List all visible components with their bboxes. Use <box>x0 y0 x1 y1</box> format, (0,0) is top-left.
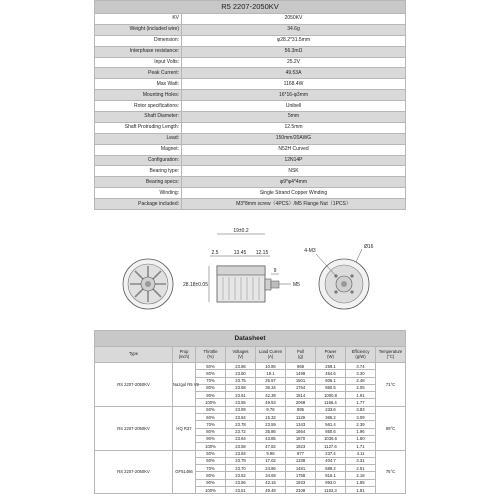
datasheet-cell: 60% <box>196 414 226 421</box>
spec-key: Lead: <box>95 133 182 144</box>
datasheet-cell: 3.74 <box>346 363 376 370</box>
datasheet-cell: 24.86 <box>256 465 286 472</box>
spec-row <box>95 101 406 112</box>
datasheet-cell: 23.51 <box>226 487 256 494</box>
datasheet-cell: 9.78 <box>256 406 286 413</box>
datasheet-cell: 2.18 <box>346 472 376 479</box>
spec-key: Shaft Protruding Length: <box>95 122 182 133</box>
datasheet-header-line: Prop <box>179 348 189 354</box>
spec-row <box>95 133 406 144</box>
dim-2-5: 2.5 <box>211 250 219 256</box>
spec-value: 5mm <box>182 112 406 123</box>
spec-row <box>95 144 406 155</box>
datasheet-temperature: 71°C <box>376 363 406 407</box>
datasheet-cell: 23.80 <box>226 370 256 377</box>
datasheet-cell: 365.2 <box>316 414 346 421</box>
datasheet-cell: 1870 <box>286 435 316 442</box>
datasheet-cell: 3.83 <box>346 406 376 413</box>
datasheet-cell: 23.78 <box>226 421 256 428</box>
dim-9: 9 <box>273 268 277 274</box>
datasheet-cell: 1.80 <box>346 435 376 442</box>
datasheet-cell: 1338 <box>286 457 316 464</box>
spec-row <box>95 68 406 79</box>
datasheet-title: Datasheet <box>94 330 406 346</box>
datasheet-row <box>95 450 406 457</box>
spec-key: Input Volts: <box>95 57 182 68</box>
datasheet-cell: 23.72 <box>226 428 256 435</box>
datasheet-cell: 2108 <box>286 487 316 494</box>
datasheet-header-line: (inch) <box>178 353 190 359</box>
datasheet-cell: 1163.3 <box>316 487 346 494</box>
datasheet-cell: 43.85 <box>256 435 286 442</box>
spec-value: Unibell <box>182 101 406 112</box>
datasheet-row <box>95 363 406 370</box>
datasheet-cell: 993.0 <box>316 479 346 486</box>
datasheet-cell: 1127.6 <box>316 443 346 450</box>
datasheet-cell: 23.89 <box>226 406 256 413</box>
spec-value: 1168.4W <box>182 79 406 90</box>
spec-value: 34.6g <box>182 24 406 35</box>
datasheet-header <box>173 347 196 363</box>
motor-top-view-left <box>123 259 173 309</box>
spec-value: φ28.2*31.5mm <box>182 35 406 46</box>
datasheet-header-line: Efficiency <box>351 348 370 354</box>
datasheet-cell: 23.75 <box>226 377 256 384</box>
datasheet-cell: 1933 <box>286 479 316 486</box>
datasheet-cell: 50% <box>196 363 226 370</box>
spec-key: Winding: <box>95 188 182 199</box>
datasheet-header-line: (W) <box>327 353 334 359</box>
datasheet-cell: 1036.6 <box>316 435 346 442</box>
spec-key: Package included: <box>95 199 182 210</box>
datasheet-header <box>95 347 173 363</box>
spec-key: Weight (included wire) <box>95 24 182 35</box>
datasheet-cell: 606.1 <box>316 377 346 384</box>
datasheet-header-line: (g) <box>297 353 304 359</box>
datasheet-cell: 860.5 <box>316 384 346 391</box>
datasheet-cell: 977 <box>286 450 316 457</box>
spec-key: Mounting Holes: <box>95 90 182 101</box>
spec-value: N52H Curved <box>182 144 406 155</box>
spec-value: 150mm/20AWG <box>182 133 406 144</box>
datasheet-cell: 60% <box>196 457 226 464</box>
spec-value: 12N14P <box>182 155 406 166</box>
spec-row <box>95 199 406 210</box>
datasheet-type: RS 2207-2050KV <box>95 406 173 450</box>
spec-title: R5 2207-2050KV <box>94 0 406 13</box>
datasheet-cell: 2.05 <box>346 384 376 391</box>
datasheet-cell: 1501 <box>286 377 316 384</box>
datasheet-cell: 895 <box>286 406 316 413</box>
datasheet-cell: 23.55 <box>226 399 256 406</box>
datasheet-cell: 404.7 <box>316 457 346 464</box>
datasheet-header-line: Temperature <box>378 348 403 354</box>
datasheet-cell: 1166.4 <box>316 399 346 406</box>
datasheet-cell: 25.57 <box>256 377 286 384</box>
datasheet-cell: 23.84 <box>226 450 256 457</box>
datasheet-header-line: (°C) <box>386 353 395 359</box>
spec-key: Max Watt: <box>95 79 182 90</box>
datasheet-cell: 80% <box>196 428 226 435</box>
dim-m5: M5 <box>293 282 300 288</box>
spec-key: Interphase resistance: <box>95 46 182 57</box>
datasheet-cell: 34.69 <box>256 472 286 479</box>
spec-key: Bearing specs: <box>95 177 182 188</box>
datasheet-header <box>226 347 256 363</box>
datasheet-cell: 80% <box>196 472 226 479</box>
datasheet-header-line: (V) <box>237 353 244 359</box>
datasheet-cell: 70% <box>196 421 226 428</box>
datasheet-cell: 850.6 <box>316 428 346 435</box>
spec-row <box>95 90 406 101</box>
datasheet-header-line: (%) <box>207 353 214 359</box>
datasheet-header-line: Type <box>128 351 139 357</box>
spec-row <box>95 166 406 177</box>
dim-13-45: 13.45 <box>233 250 247 256</box>
datasheet-cell: 23.59 <box>256 421 286 428</box>
datasheet-header-line: (g/W) <box>355 353 366 359</box>
datasheet-cell: 561.4 <box>316 421 346 428</box>
datasheet-cell: 36.34 <box>256 384 286 391</box>
datasheet-cell: 90% <box>196 479 226 486</box>
datasheet-cell: 2.51 <box>346 465 376 472</box>
datasheet-cell: 17.02 <box>256 457 286 464</box>
spec-value: M3*8mm screw（4PCS）/M5 Flange Nut（1PCS） <box>182 199 406 210</box>
datasheet-header-line: Throttle <box>203 348 218 354</box>
spec-row <box>95 122 406 133</box>
spec-value: 49.53A <box>182 68 406 79</box>
datasheet-header <box>256 347 286 363</box>
datasheet-cell: 50% <box>196 406 226 413</box>
datasheet-cell: 23.86 <box>226 363 256 370</box>
datasheet-cell: 42.39 <box>256 392 286 399</box>
datasheet-cell: 100% <box>196 487 226 494</box>
datasheet-cell: 259.1 <box>316 363 346 370</box>
spec-key: Dimension: <box>95 35 182 46</box>
datasheet-cell: 968 <box>286 363 316 370</box>
spec-value: φ9*φ4*4mm <box>182 177 406 188</box>
datasheet-cell: 9.96 <box>256 450 286 457</box>
spec-table <box>94 0 406 210</box>
datasheet-header-line: Pull <box>297 348 304 354</box>
datasheet-cell: 1343 <box>286 421 316 428</box>
datasheet-header <box>196 347 226 363</box>
datasheet-header-line: Load Curren <box>258 348 283 354</box>
datasheet-temperature: 75°C <box>376 450 406 494</box>
datasheet-cell: 23.58 <box>226 443 256 450</box>
spec-key: Bearing type: <box>95 166 182 177</box>
datasheet-cell: 2068 <box>286 399 316 406</box>
motor-side-view <box>183 228 300 302</box>
spec-key: Rotor specifications: <box>95 101 182 112</box>
datasheet-prop: HQ R37 <box>173 406 196 450</box>
datasheet-cell: 42.15 <box>256 479 286 486</box>
datasheet-cell: 1498 <box>286 370 316 377</box>
datasheet-cell: 1000.8 <box>316 392 346 399</box>
datasheet-cell: 3.31 <box>346 457 376 464</box>
spec-value: Single Strand Copper Winding <box>182 188 406 199</box>
datasheet-cell: 1914 <box>286 392 316 399</box>
datasheet-header <box>286 347 316 363</box>
datasheet-header-line: Voltages <box>232 348 249 354</box>
dim-19: 19±0.2 <box>233 228 249 234</box>
datasheet-cell: 23.70 <box>226 465 256 472</box>
datasheet-cell: 23.68 <box>226 384 256 391</box>
datasheet-header <box>376 347 406 363</box>
datasheet-cell: 23.56 <box>226 479 256 486</box>
dim-4-m3: 4-M3 <box>304 248 316 254</box>
spec-key: KV <box>95 14 182 25</box>
spec-row <box>95 14 406 25</box>
datasheet-cell: 23.61 <box>226 392 256 399</box>
spec-key: Shaft Diameter: <box>95 112 182 123</box>
datasheet-cell: 70% <box>196 465 226 472</box>
datasheet-table <box>94 330 406 494</box>
spec-key: Magnet: <box>95 144 182 155</box>
datasheet-cell: 3.30 <box>346 370 376 377</box>
spec-value: 16*16-φ3mm <box>182 90 406 101</box>
spec-row <box>95 112 406 123</box>
spec-key: Peak Current: <box>95 68 182 79</box>
spec-value: 56.3mΩ <box>182 46 406 57</box>
datasheet-cell: 1.91 <box>346 392 376 399</box>
datasheet-cell: 1.71 <box>346 443 376 450</box>
datasheet-cell: 1129 <box>286 414 316 421</box>
spec-value: 25.2V <box>182 57 406 68</box>
spec-row <box>95 46 406 57</box>
datasheet-header <box>316 347 346 363</box>
spec-row <box>95 177 406 188</box>
spec-row <box>95 188 406 199</box>
datasheet-cell: 4.11 <box>346 450 376 457</box>
datasheet-cell: 90% <box>196 392 226 399</box>
datasheet-header-line: (A) <box>267 353 274 359</box>
datasheet-cell: 15.32 <box>256 414 286 421</box>
datasheet-cell: 1.81 <box>346 487 376 494</box>
datasheet-cell: 589.2 <box>316 465 346 472</box>
dim-12-15: 12.15 <box>255 250 269 256</box>
datasheet-cell: 233.6 <box>316 406 346 413</box>
datasheet-type: RS 2207-2050KV <box>95 363 173 407</box>
datasheet-cell: 35.86 <box>256 428 286 435</box>
datasheet-cell: 19.1 <box>256 370 286 377</box>
dim-16: Ø16 <box>364 244 374 250</box>
datasheet-cell: 23.78 <box>226 457 256 464</box>
datasheet-cell: 1764 <box>286 384 316 391</box>
datasheet-cell: 80% <box>196 384 226 391</box>
spec-row <box>95 35 406 46</box>
spec-row <box>95 155 406 166</box>
spec-value: 12.5mm <box>182 122 406 133</box>
datasheet-cell: 1.77 <box>346 399 376 406</box>
motor-bottom-view-right <box>304 244 373 309</box>
datasheet-cell: 100% <box>196 443 226 450</box>
spec-row <box>95 57 406 68</box>
datasheet-cell: 3.09 <box>346 414 376 421</box>
datasheet-cell: 454.6 <box>316 370 346 377</box>
motor-drawing <box>94 222 406 325</box>
datasheet-cell: 237.4 <box>316 450 346 457</box>
datasheet-cell: 90% <box>196 435 226 442</box>
datasheet-cell: 70% <box>196 377 226 384</box>
spec-row <box>95 24 406 35</box>
datasheet-cell: 49.53 <box>256 399 286 406</box>
dim-28-18: 28.18±0.05 <box>183 282 208 288</box>
datasheet-header-line: Power <box>324 348 337 354</box>
datasheet-cell: 100% <box>196 399 226 406</box>
datasheet-cell: 23.64 <box>226 435 256 442</box>
datasheet-cell: 1.96 <box>346 428 376 435</box>
datasheet-temperature: 69°C <box>376 406 406 450</box>
datasheet-cell: 1923 <box>286 443 316 450</box>
datasheet-cell: 60% <box>196 370 226 377</box>
datasheet-cell: 1664 <box>286 428 316 435</box>
datasheet-header <box>346 347 376 363</box>
datasheet-cell: 23.84 <box>226 414 256 421</box>
datasheet-cell: 10.86 <box>256 363 286 370</box>
datasheet-cell: 816.1 <box>316 472 346 479</box>
datasheet-cell: 23.62 <box>226 472 256 479</box>
spec-value: 2050KV <box>182 14 406 25</box>
datasheet-type: RS 2207-2050KV <box>95 450 173 494</box>
datasheet-cell: 1481 <box>286 465 316 472</box>
datasheet-cell: 49.48 <box>256 487 286 494</box>
datasheet-cell: 50% <box>196 450 226 457</box>
datasheet-cell: 2.48 <box>346 377 376 384</box>
datasheet-prop: Nazgul R5 V2 <box>173 363 196 407</box>
datasheet-cell: 47.82 <box>256 443 286 450</box>
spec-value: NSK <box>182 166 406 177</box>
datasheet-cell: 1.95 <box>346 479 376 486</box>
datasheet-prop: GF51466 <box>173 450 196 494</box>
spec-row <box>95 79 406 90</box>
datasheet-cell: 1758 <box>286 472 316 479</box>
datasheet-row <box>95 406 406 413</box>
spec-key: Configuration: <box>95 155 182 166</box>
datasheet-cell: 2.39 <box>346 421 376 428</box>
